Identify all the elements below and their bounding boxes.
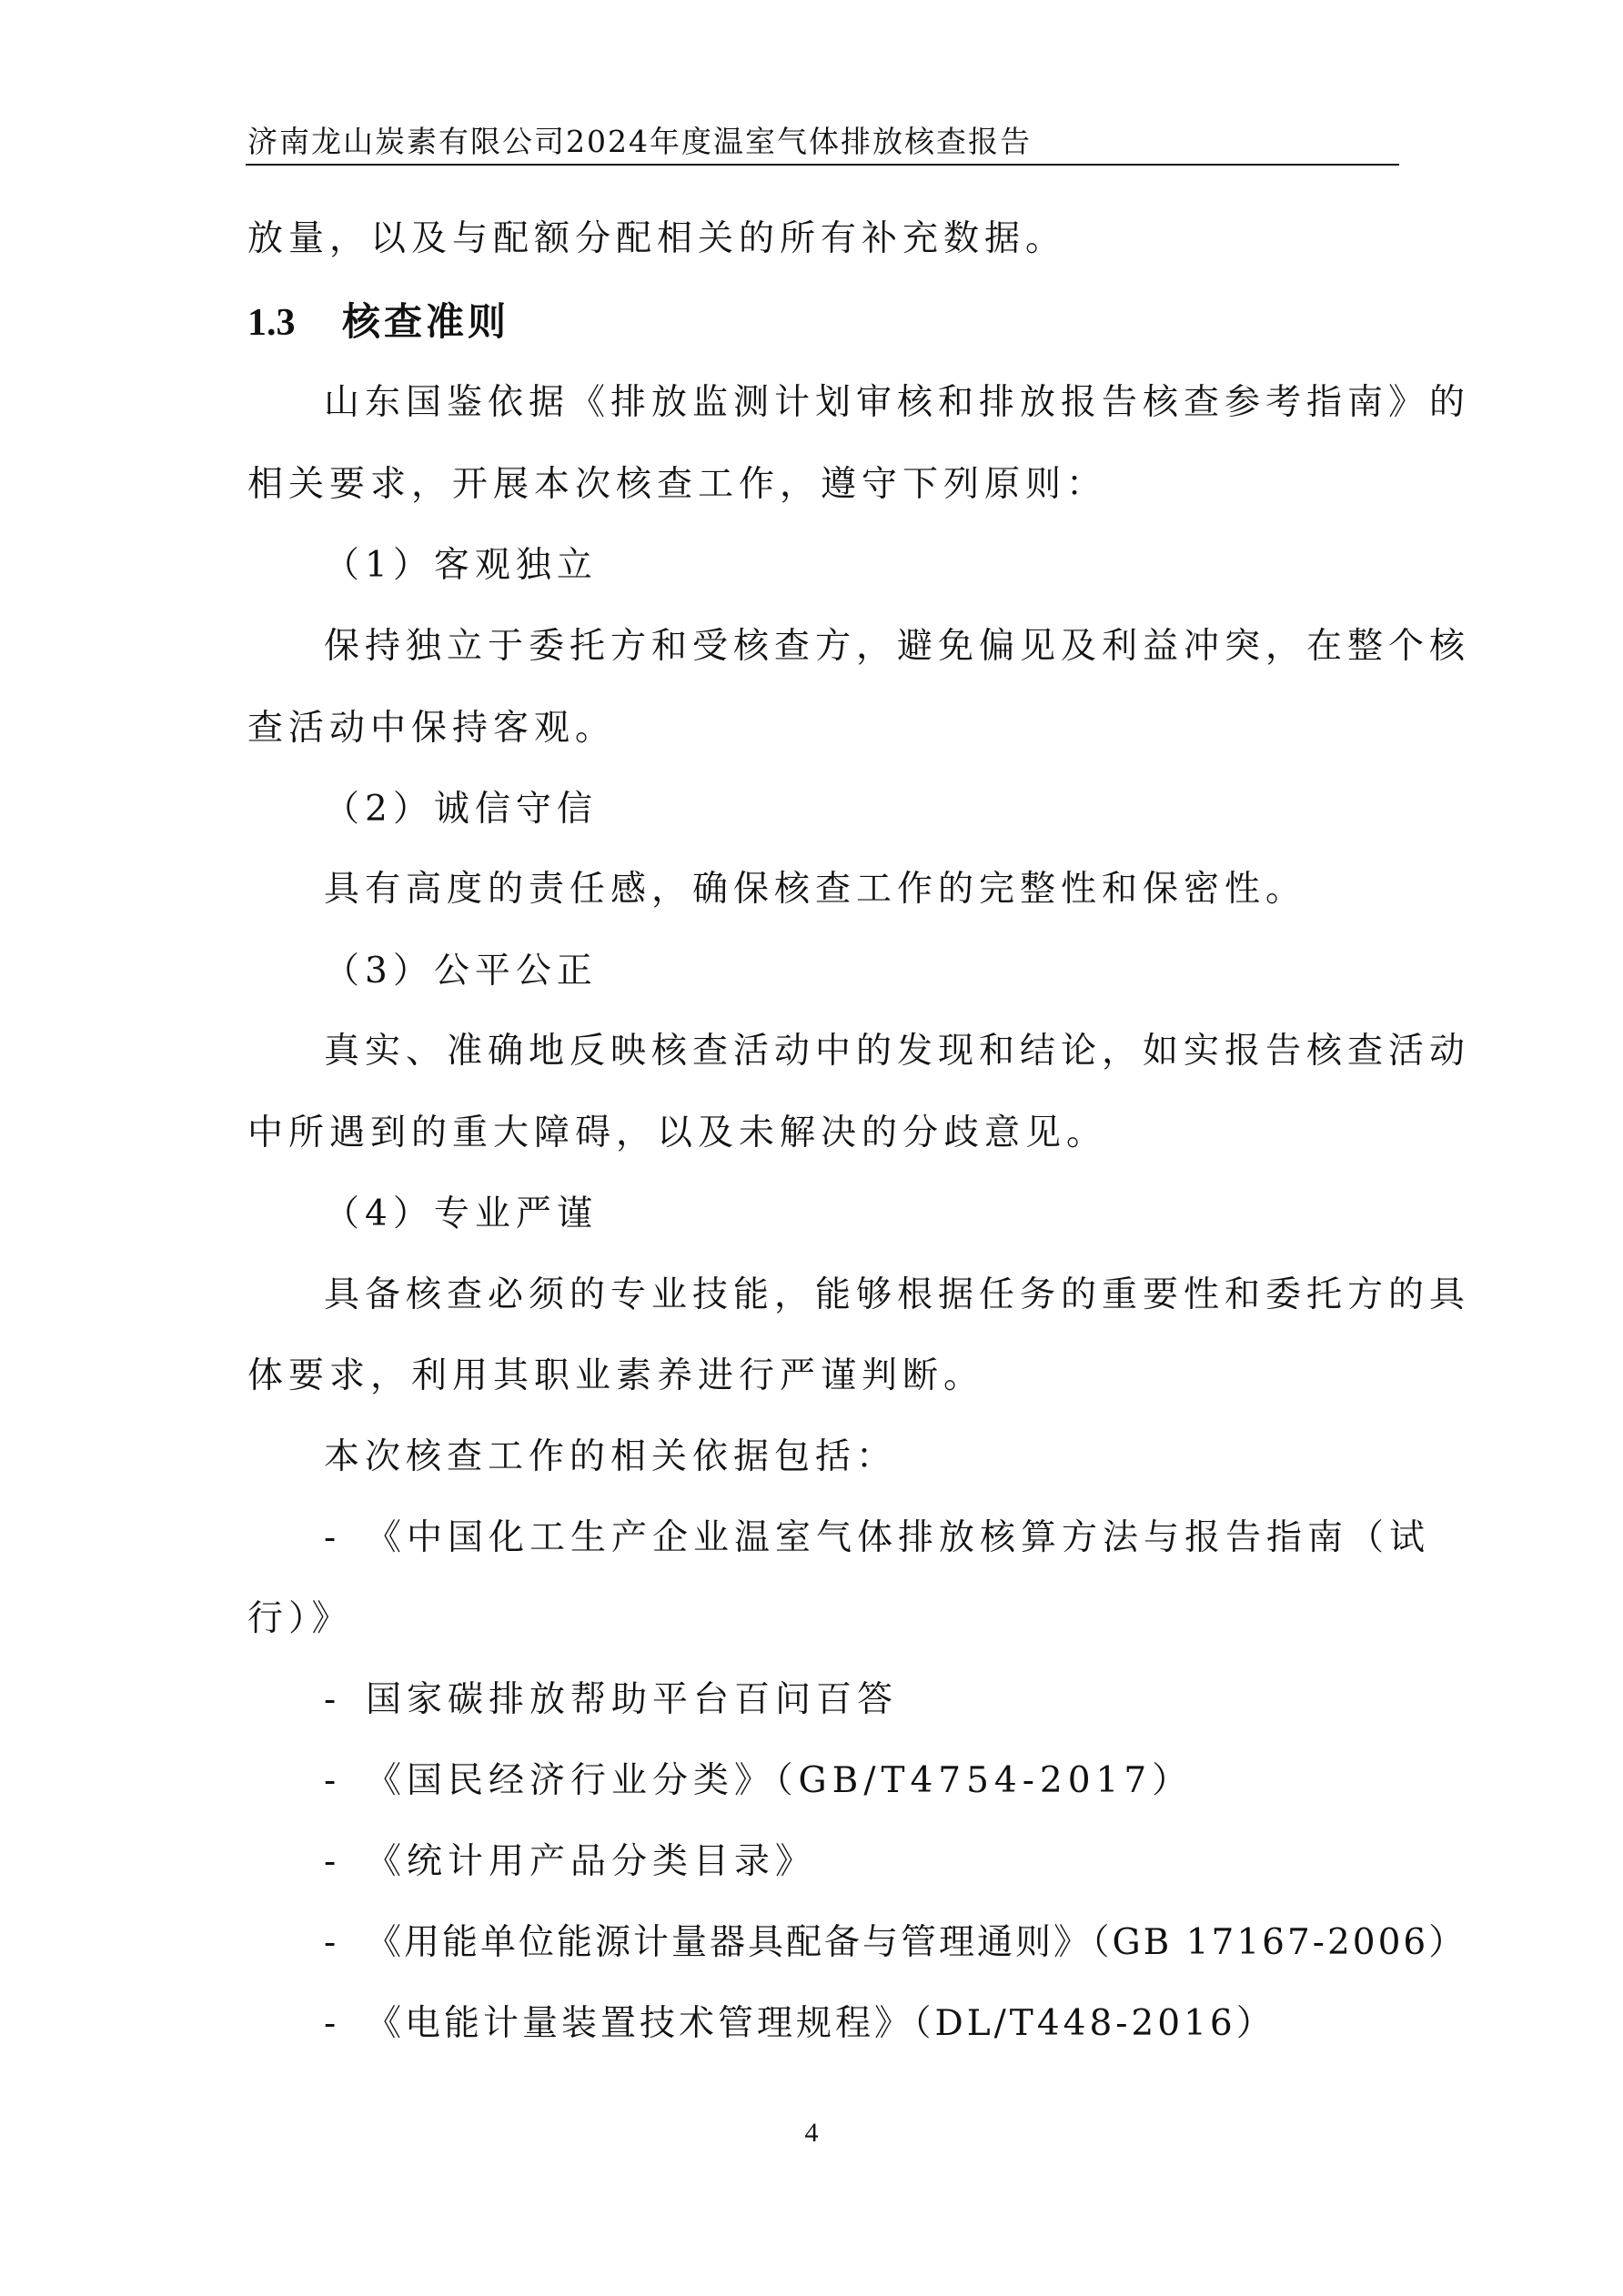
list-dash: -: [324, 1841, 342, 1882]
principle-text: 中所遇到的重大障碍，以及未解决的分歧意见。: [247, 1113, 1108, 1153]
intro-paragraph-line1: 山东国鉴依据《排放监测计划审核和排放报告核查参考指南》的: [324, 382, 1471, 423]
basis-intro: 本次核查工作的相关依据包括：: [324, 1436, 898, 1477]
principle-text: 查活动中保持客观。: [247, 708, 617, 749]
principle-title: （3）公平公正: [324, 951, 598, 992]
basis-item-text: 《电能计量装置技术管理规程》（DL/T448-2016）: [366, 2003, 1275, 2044]
header-rule: [246, 164, 1399, 166]
list-dash: -: [324, 2003, 340, 2044]
basis-item-text: 国家碳排放帮助平台百问百答: [366, 1679, 899, 1720]
principle-text: 具有高度的责任感，确保核查工作的完整性和保密性。: [324, 869, 1307, 910]
basis-item-continuation: 行）》: [247, 1598, 353, 1639]
principle-title: （4）专业严谨: [324, 1193, 598, 1234]
principle-title: （2）诚信守信: [324, 789, 598, 830]
list-dash: -: [324, 1760, 342, 1801]
basis-item-text: 《用能单位能源计量器具配备与管理通则》（GB 17167-2006）: [366, 1922, 1467, 1963]
principle-text: 真实、准确地反映核查活动中的发现和结论，如实报告核查活动: [324, 1031, 1471, 1072]
principle-text: 体要求，利用其职业素养进行严谨判断。: [247, 1355, 985, 1396]
section-title: 核查准则: [342, 299, 510, 344]
basis-list-item: [324, 1839, 816, 1885]
section-number: 1.3: [247, 302, 296, 344]
section-heading: [247, 297, 509, 348]
intro-paragraph-line2: 相关要求，开展本次核查工作，遵守下列原则：: [247, 464, 1108, 505]
list-dash: -: [324, 1517, 342, 1558]
basis-list-item: [324, 1677, 898, 1723]
basis-list-item: [324, 2001, 1275, 2047]
list-dash: -: [324, 1922, 339, 1963]
basis-list-item: [324, 1516, 1430, 1561]
list-dash: -: [324, 1679, 342, 1720]
basis-item-text: 《统计用产品分类目录》: [366, 1841, 817, 1882]
continuation-text: 放量，以及与配额分配相关的所有补充数据。: [247, 218, 1067, 259]
principle-title: （1）客观独立: [324, 545, 598, 586]
basis-list-item: [324, 1920, 1467, 1966]
principle-text: 保持独立于委托方和受核查方，避免偏见及利益冲突，在整个核: [324, 626, 1471, 667]
basis-item-text: 《国民经济行业分类》（GB/T4754-2017）: [366, 1760, 1194, 1801]
basis-list-item: [324, 1758, 1193, 1804]
principle-text: 具备核查必须的专业技能，能够根据任务的重要性和委托方的具: [324, 1274, 1471, 1315]
page-number: 4: [804, 2118, 819, 2148]
running-header: 济南龙山炭素有限公司2024年度温室气体排放核查报告: [247, 124, 1032, 159]
basis-item-text: 《中国化工生产企业温室气体排放核算方法与报告指南（试: [366, 1517, 1431, 1558]
